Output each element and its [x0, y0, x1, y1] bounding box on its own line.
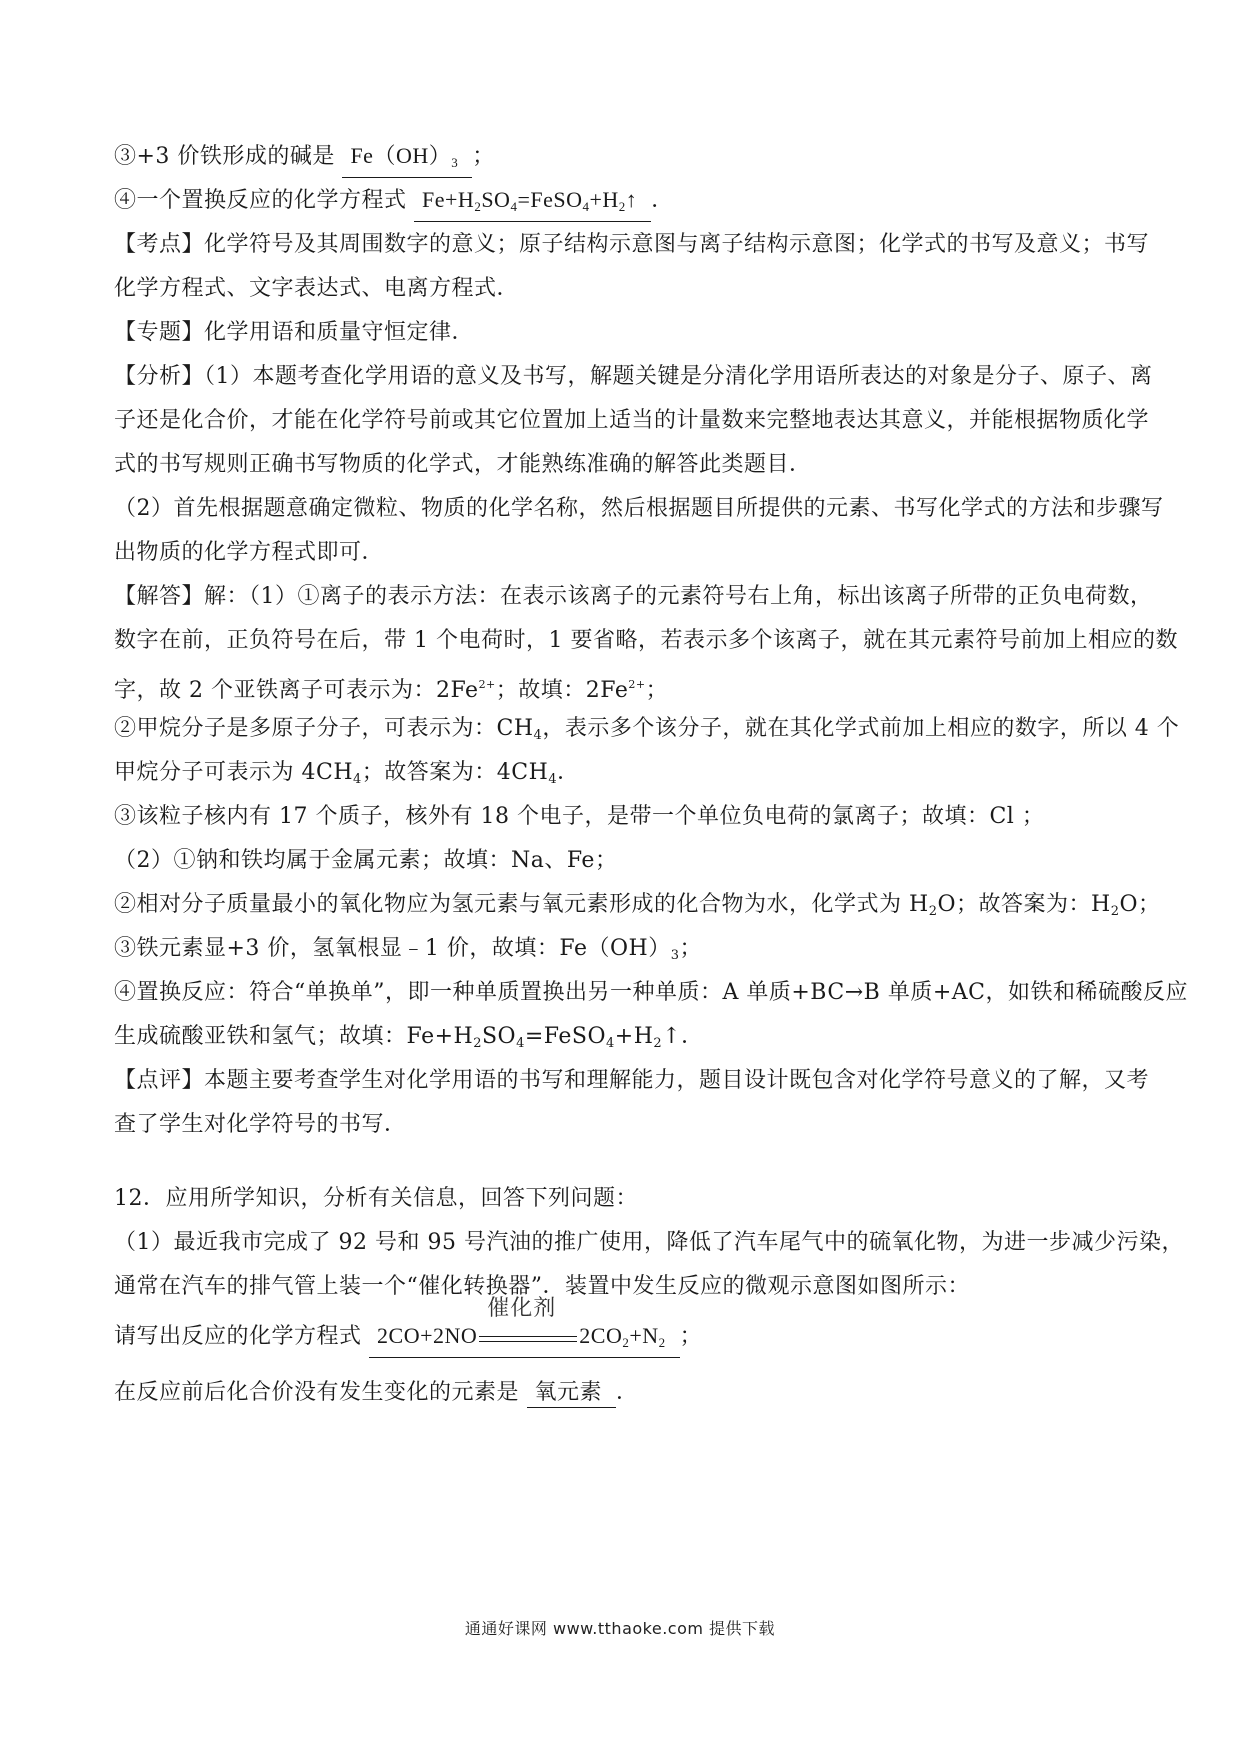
footer-source: 通通好课网 www.tthaoke.com 提供下载: [464, 1619, 776, 1638]
answer-line-4: [114, 184, 1124, 222]
dianping-line-2: 查了学生对化学符号的书写．: [114, 1112, 407, 1137]
jieda-line-2: 数字在前，正负符号在后，带 1 个电荷时，1 要省略，若表示多个该离子，就在其元素符号前加上相应的数: [114, 628, 1178, 653]
text: ．: [616, 1380, 639, 1405]
text: ；: [472, 144, 495, 169]
catalyst-equals-sign: 催化剂: [479, 1323, 577, 1357]
answer-blank: $Fe(OH)_3$: [342, 142, 472, 178]
zhuanti-line: 【专题】化学用语和质量守恒定律．: [114, 320, 475, 345]
jieda-line-11: 生成硫酸亚铁和氢气；故填：$Fe+H_2SO_4=FeSO_4+H_2↑$．: [114, 1024, 704, 1051]
question-12-line-1: （1）最近我市完成了 92 号和 95 号汽油的推广使用，降低了汽车尾气中的硫氧化物，为进一步减少污染，: [114, 1230, 1184, 1255]
jieda-line-4: ②甲烷分子是多原子分子，可表示为：$CH_4$，表示多个该分子，就在其化学式前加上相应的数字，所以 4 个: [114, 716, 1180, 743]
text: 在反应前后化合价没有发生变化的元素是: [114, 1380, 520, 1405]
jieda-line-5: 甲烷分子可表示为 $4CH_4$；故答案为：$4CH_4$．: [114, 760, 580, 787]
jieda-line-6: ③该粒子核内有 17 个质子，核外有 18 个电子，是带一个单位负电荷的氯离子；故填：Cl ；: [114, 804, 1045, 829]
fenxi-line-4: （2）首先根据题意确定微粒、物质的化学名称，然后根据题目所提供的元素、书写化学式的方法和步骤写: [114, 496, 1164, 521]
answer-line-3: [114, 140, 1124, 178]
jieda-line-1: 【解答】解：（1）①离子的表示方法：在表示该离子的元素符号右上角，标出该离子所带的正负电荷数，: [114, 584, 1153, 609]
answer-blank: $Fe+H_2SO_4=FeSO_4+H_2↑$: [414, 186, 651, 222]
question-12-equation-line: [114, 1296, 1124, 1358]
dianping-line-1: 【点评】本题主要考查学生对化学用语的书写和理解能力，题目设计既包含对化学符号意义的了解，又考: [114, 1068, 1150, 1093]
text: ④一个置换反应的化学方程式: [114, 188, 407, 213]
answer-blank: 2CO+2NO 催化剂 $2CO_2+N_2$: [369, 1322, 680, 1358]
jieda-line-9: ③铁元素显+3 价，氢氧根显﹣1 价，故填：$Fe(OH)_3$；: [114, 936, 703, 963]
question-12-title: 12．应用所学知识，分析有关信息，回答下列问题：: [114, 1186, 638, 1211]
jieda-line-3: 字，故 2 个亚铁离子可表示为：$2Fe^{2+}$；故填：$2Fe^{2+}$；: [114, 678, 669, 703]
text: 请写出反应的化学方程式: [114, 1324, 362, 1349]
jieda-line-8: ②相对分子质量最小的氧化物应为氢元素与氧元素形成的化合物为水，化学式为 $H_2O$；故答案为：$H_2O$；: [114, 892, 1161, 919]
jieda-line-7: （2）①钠和铁均属于金属元素；故填：Na、Fe；: [114, 848, 618, 873]
kaodian-line-1: 【考点】化学符号及其周围数字的意义；原子结构示意图与离子结构示意图；化学式的书写及意义；书写: [114, 232, 1150, 257]
fenxi-line-1: 【分析】（1）本题考查化学用语的意义及书写，解题关键是分清化学用语所表达的对象是分子、原子、离: [114, 364, 1153, 389]
jieda-line-10: ④置换反应：符合“单换单”，即一种单质置换出另一种单质：A 单质+BC→B 单质+AC，如铁和稀硫酸反应: [114, 980, 1188, 1005]
text: ．: [651, 188, 674, 213]
answer-blank: 氧元素: [527, 1379, 617, 1408]
fenxi-line-3: 式的书写规则正确书写物质的化学式，才能熟练准确的解答此类题目．: [114, 452, 812, 477]
kaodian-line-2: 化学方程式、文字表达式、电离方程式．: [114, 276, 520, 301]
fenxi-line-2: 子还是化合价，才能在化学符号前或其它位置加上适当的计量数来完整地表达其意义，并能根据物质化学: [114, 408, 1150, 433]
text: ；: [679, 1324, 703, 1349]
question-12-line-2: 通常在汽车的排气管上装一个“催化转换器”．装置中发生反应的微观示意图如图所示：: [114, 1274, 970, 1299]
question-12-valence-line: [114, 1376, 1124, 1410]
text: ③+3 价铁形成的碱是: [114, 144, 335, 169]
fenxi-line-5: 出物质的化学方程式即可．: [114, 540, 385, 565]
